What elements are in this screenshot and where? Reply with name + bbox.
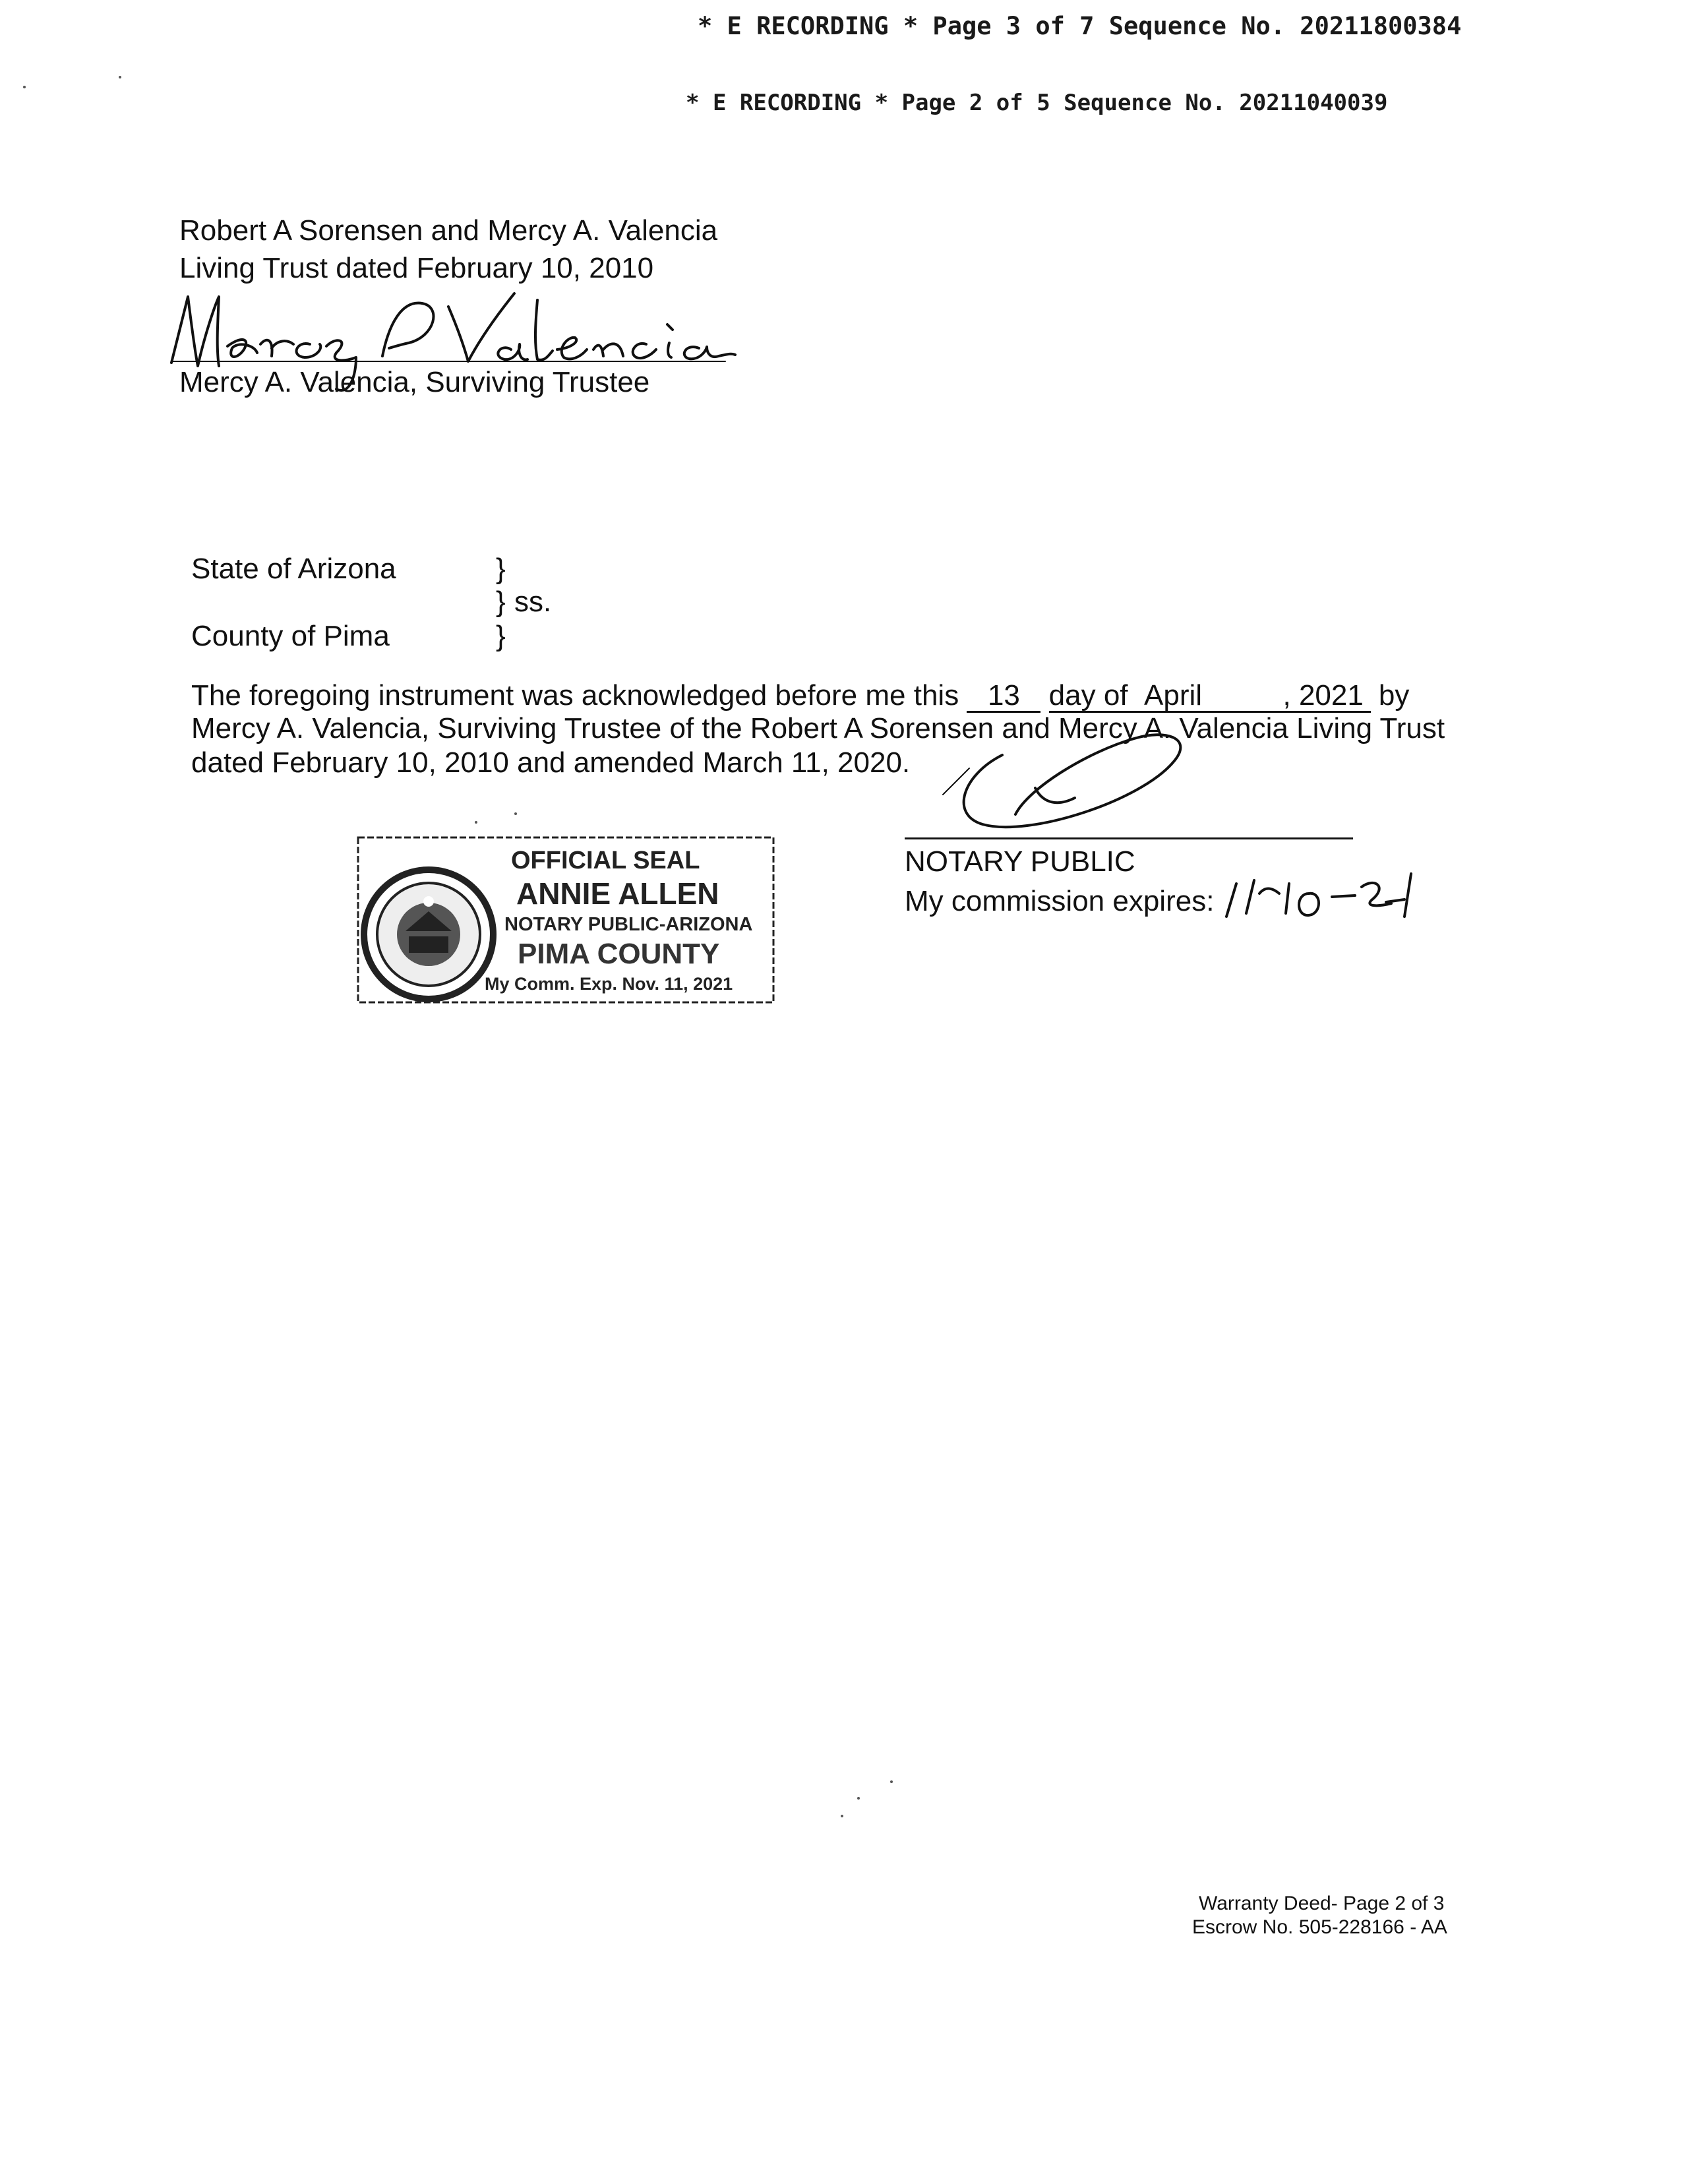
acknowledgment-month: April bbox=[1144, 679, 1203, 712]
scan-speck bbox=[841, 1815, 843, 1817]
notary-signature-line bbox=[905, 837, 1353, 839]
acknowledgment-prefix: The foregoing instrument was acknowledged before me this bbox=[191, 679, 959, 712]
acknowledgment-day: 13 bbox=[967, 681, 1040, 713]
seal-line-4: PIMA COUNTY bbox=[518, 938, 720, 970]
acknowledgment-day-month bbox=[1049, 681, 1276, 713]
venue-brace-top: } bbox=[496, 553, 506, 585]
scan-speck bbox=[119, 76, 121, 78]
recording-header-1: * E RECORDING * Page 3 of 7 Sequence No. 20211800384 bbox=[698, 12, 1462, 40]
venue-brace-bottom: } bbox=[496, 620, 506, 652]
trustee-signature bbox=[158, 284, 738, 429]
venue-county: County of Pima bbox=[191, 620, 390, 652]
acknowledgment-line-1 bbox=[191, 679, 1409, 713]
scan-speck bbox=[514, 812, 517, 815]
acknowledgment-line-3: dated February 10, 2010 and amended March 11, 2020. bbox=[191, 746, 911, 779]
notary-seal bbox=[353, 832, 781, 1007]
trust-name-line-2: Living Trust dated February 10, 2010 bbox=[179, 252, 654, 284]
seal-line-1: OFFICIAL SEAL bbox=[511, 847, 700, 874]
venue-brace-middle: } bbox=[496, 586, 506, 618]
acknowledgment-year: , 2021 bbox=[1276, 681, 1371, 713]
acknowledgment-line-2: Mercy A. Valencia, Surviving Trustee of the Robert A Sorensen and Mercy A. Valencia Living Trust bbox=[191, 712, 1445, 744]
footer-line-1: Warranty Deed- Page 2 of 3 bbox=[1199, 1893, 1445, 1914]
commission-expiration-handwritten bbox=[1213, 857, 1431, 930]
acknowledgment-by: by bbox=[1378, 679, 1410, 712]
scan-speck bbox=[857, 1797, 860, 1800]
seal-line-5: My Comm. Exp. Nov. 11, 2021 bbox=[485, 974, 733, 994]
scan-speck bbox=[475, 821, 477, 824]
trustee-signer-line: Mercy A. Valencia, Surviving Trustee bbox=[179, 366, 650, 398]
seal-line-2: ANNIE ALLEN bbox=[516, 876, 719, 911]
acknowledgment-day-of: day of bbox=[1048, 679, 1128, 712]
seal-line-3: NOTARY PUBLIC-ARIZONA bbox=[504, 914, 753, 935]
scan-speck bbox=[890, 1780, 893, 1783]
notary-title: NOTARY PUBLIC bbox=[905, 845, 1135, 878]
recording-header-2: * E RECORDING * Page 2 of 5 Sequence No. 20211040039 bbox=[686, 90, 1388, 116]
notary-commission-label: My commission expires: bbox=[905, 885, 1215, 917]
notary-signature bbox=[923, 715, 1213, 847]
scan-speck bbox=[23, 86, 26, 88]
venue-ss: ss. bbox=[514, 586, 552, 618]
trust-name-line-1: Robert A Sorensen and Mercy A. Valencia bbox=[179, 214, 718, 247]
footer-line-2: Escrow No. 505-228166 - AA bbox=[1192, 1916, 1447, 1938]
venue-state: State of Arizona bbox=[191, 553, 396, 585]
